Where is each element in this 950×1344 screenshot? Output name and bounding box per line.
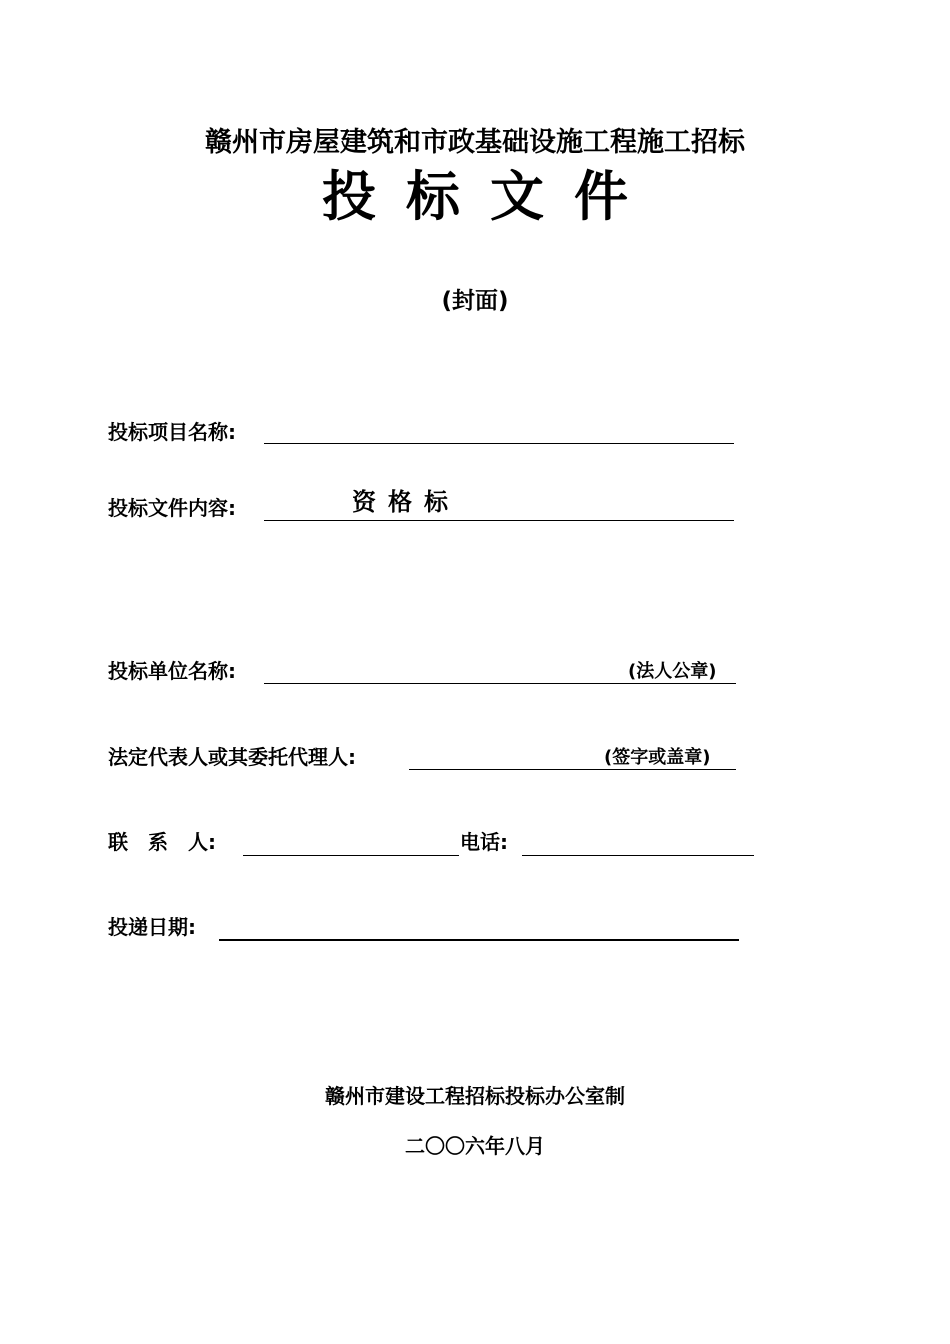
project-name-label: 投标项目名称: — [108, 420, 236, 444]
contact-person-label: 联 系 人: — [108, 830, 216, 854]
issuing-organization: 赣州市建设工程招标投标办公室制 — [325, 1084, 625, 1108]
delivery-date-line — [219, 939, 739, 941]
phone-line — [522, 855, 754, 856]
issue-date: 二〇〇六年八月 — [405, 1134, 545, 1158]
contact-person-line — [243, 855, 459, 856]
document-title: 投标文件 — [322, 165, 658, 228]
bidder-name-label: 投标单位名称: — [108, 659, 236, 683]
company-seal-note: (法人公章) — [628, 661, 717, 682]
cover-label: (封面) — [441, 288, 509, 314]
document-content-label: 投标文件内容: — [108, 496, 236, 520]
document-subtitle: 赣州市房屋建筑和市政基础设施工程施工招标 — [205, 127, 745, 158]
representative-label: 法定代表人或其委托代理人: — [108, 745, 356, 769]
signature-note: (签字或盖章) — [604, 747, 711, 768]
project-name-line — [264, 443, 734, 444]
representative-line — [409, 769, 736, 770]
delivery-date-label: 投递日期: — [108, 915, 196, 939]
document-content-line — [264, 520, 734, 521]
phone-label: 电话: — [460, 830, 508, 854]
document-content-value: 资格标 — [352, 488, 460, 516]
bidder-name-line — [264, 683, 736, 684]
